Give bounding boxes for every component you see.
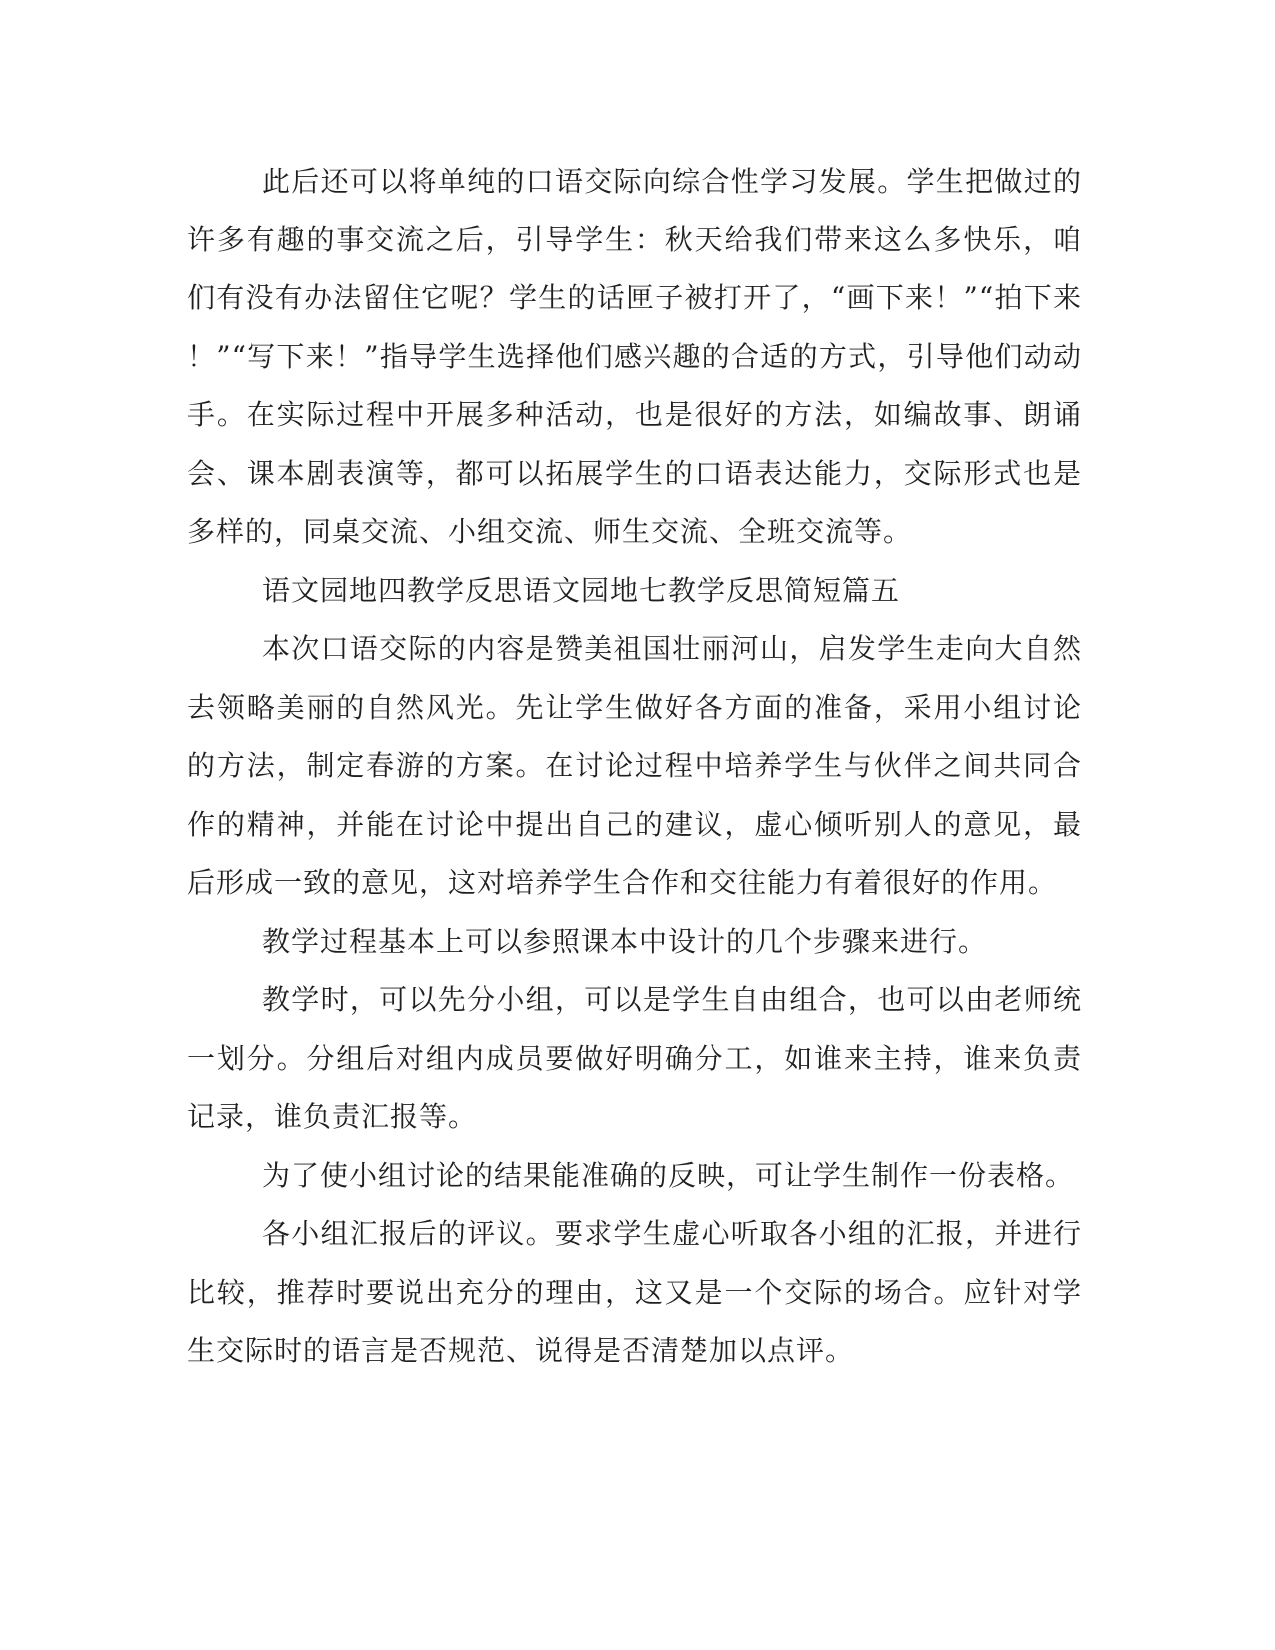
paragraph-line: 生交际时的语言是否规范、说得是否清楚加以点评。 <box>187 1334 855 1367</box>
paragraph-line: 为了使小组讨论的结果能准确的反映，可让学生制作一份表格。 <box>262 1159 1075 1192</box>
paragraph-line: 教学时，可以先分小组，可以是学生自由组合，也可以由老师统 <box>262 983 1082 1016</box>
paragraph-line: 此后还可以将单纯的口语交际向综合性学习发展。学生把做过的 <box>262 165 1082 198</box>
paragraph-line: 后形成一致的意见，这对培养学生合作和交往能力有着很好的作用。 <box>187 866 1058 899</box>
paragraph-line: 教学过程基本上可以参照课本中设计的几个步骤来进行。 <box>262 925 988 958</box>
paragraph-line: 多样的，同桌交流、小组交流、师生交流、全班交流等。 <box>187 515 913 548</box>
paragraph-line: 会、课本剧表演等，都可以拓展学生的口语表达能力，交际形式也是 <box>187 457 1082 490</box>
paragraph-line: 各小组汇报后的评议。要求学生虚心听取各小组的汇报，并进行 <box>262 1217 1082 1250</box>
paragraph-line: 许多有趣的事交流之后，引导学生：秋天给我们带来这么多快乐，咱 <box>187 223 1082 256</box>
paragraph-line: 记录，谁负责汇报等。 <box>187 1100 478 1133</box>
paragraph-line: 去领略美丽的自然风光。先让学生做好各方面的准备，采用小组讨论 <box>187 691 1082 724</box>
paragraph-line: 比较，推荐时要说出充分的理由，这又是一个交际的场合。应针对学 <box>187 1276 1082 1309</box>
paragraph-line: 们有没有办法留住它呢？学生的话匣子被打开了，“画下来！”“拍下来 <box>187 281 1082 314</box>
paragraph-line: 的方法，制定春游的方案。在讨论过程中培养学生与伙伴之间共同合 <box>187 749 1082 782</box>
paragraph-line: 一划分。分组后对组内成员要做好明确分工，如谁来主持，谁来负责 <box>187 1042 1082 1075</box>
paragraph-line: ！”“写下来！”指导学生选择他们感兴趣的合适的方式，引导他们动动 <box>187 340 1082 373</box>
paragraph-line: 作的精神，并能在讨论中提出自己的建议，虚心倾听别人的意见，最 <box>187 808 1082 841</box>
paragraph-line: 本次口语交际的内容是赞美祖国壮丽河山，启发学生走向大自然 <box>262 632 1082 665</box>
paragraph-line: 手。在实际过程中开展多种活动，也是很好的方法，如编故事、朗诵 <box>187 398 1082 431</box>
section-heading: 语文园地四教学反思语文园地七教学反思简短篇五 <box>262 574 901 607</box>
